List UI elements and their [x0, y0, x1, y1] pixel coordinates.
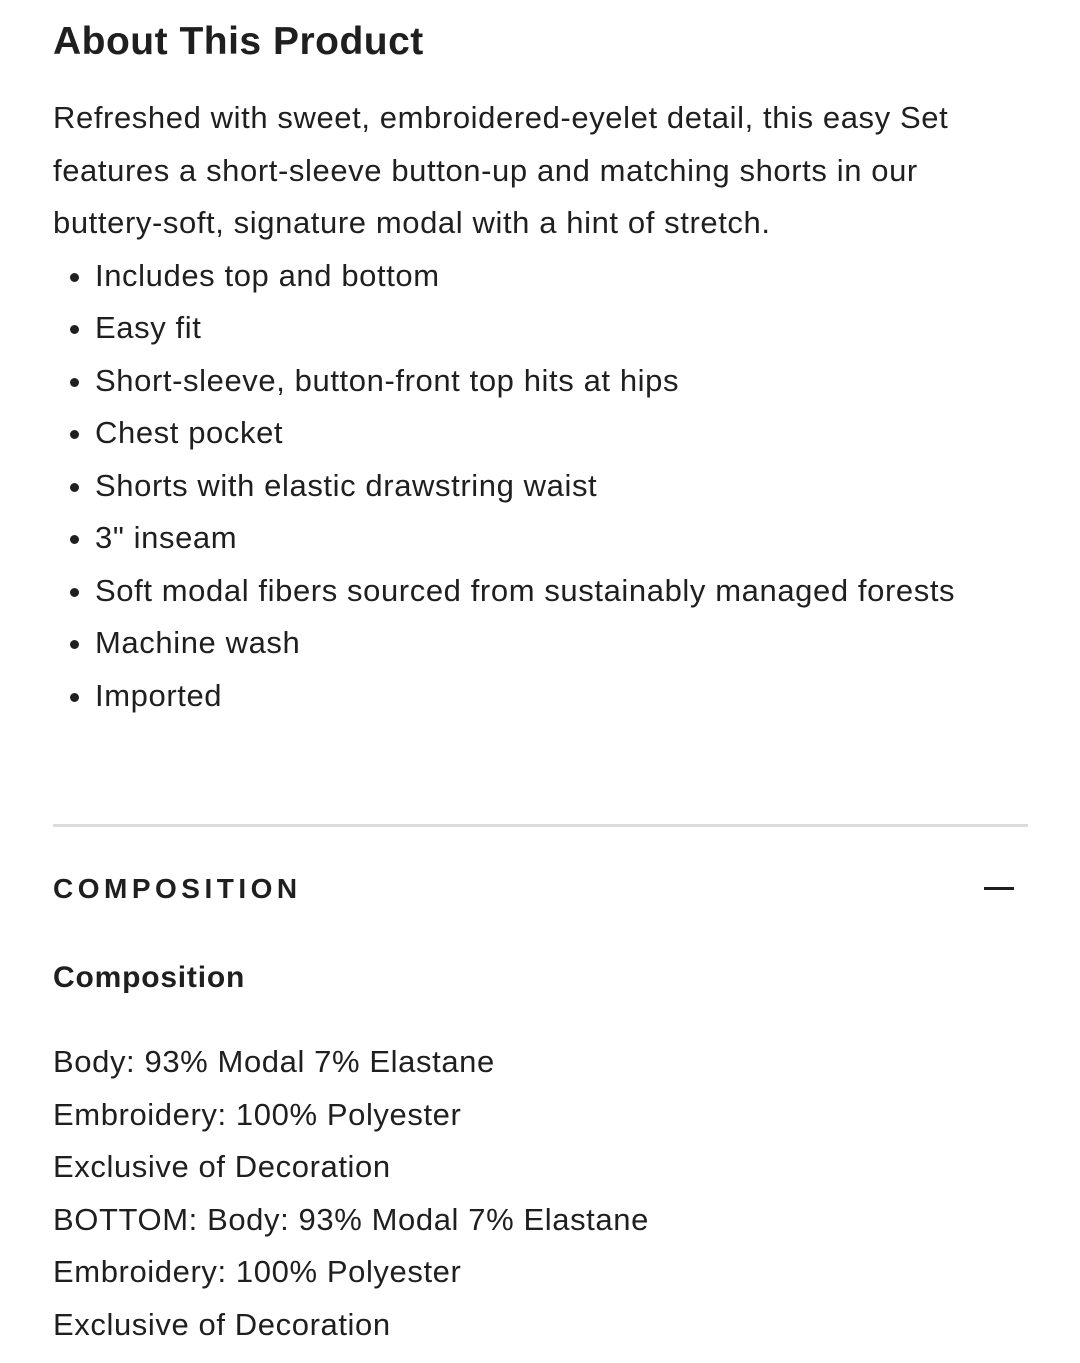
composition-accordion-toggle[interactable] — [53, 862, 1028, 916]
feature-item: • 3" inseam — [95, 512, 975, 565]
feature-item: • Includes top and bottom — [95, 250, 975, 303]
feature-item: • Shorts with elastic drawstring waist — [95, 460, 975, 513]
composition-line: Exclusive of Decoration — [53, 1306, 391, 1342]
composition-line: BOTTOM: Body: 93% Modal 7% Elastane — [53, 1201, 649, 1237]
composition-line: Body: 93% Modal 7% Elastane — [53, 1044, 495, 1079]
composition-subtitle: Composition — [53, 961, 246, 994]
feature-item: • Chest pocket — [95, 407, 975, 460]
about-section-title: About This Product — [53, 20, 424, 63]
minus-icon[interactable] — [984, 874, 1014, 904]
composition-line: Embroidery: 100% Polyester — [53, 1254, 462, 1289]
product-description: Refreshed with sweet, embroidered-eyelet detail, this easy Set features a short-sleeve button-up and matching shorts in our buttery-soft, signature modal with a hint of stretch. — [53, 100, 949, 240]
composition-line: Exclusive of Decoration — [53, 1149, 391, 1184]
composition-details — [53, 1036, 649, 1351]
feature-item: • Soft modal fibers sourced from sustainably managed forests — [95, 565, 975, 618]
composition-header-label: COMPOSITION — [53, 873, 302, 904]
composition-line: Embroidery: 100% Polyester — [53, 1096, 462, 1132]
feature-item: • Short-sleeve, button-front top hits at hips — [95, 355, 975, 408]
section-divider — [53, 824, 1028, 827]
feature-list — [53, 250, 975, 723]
feature-item: • Imported — [95, 670, 975, 723]
feature-item: • Easy fit — [95, 302, 975, 355]
feature-item: • Machine wash — [95, 617, 975, 670]
